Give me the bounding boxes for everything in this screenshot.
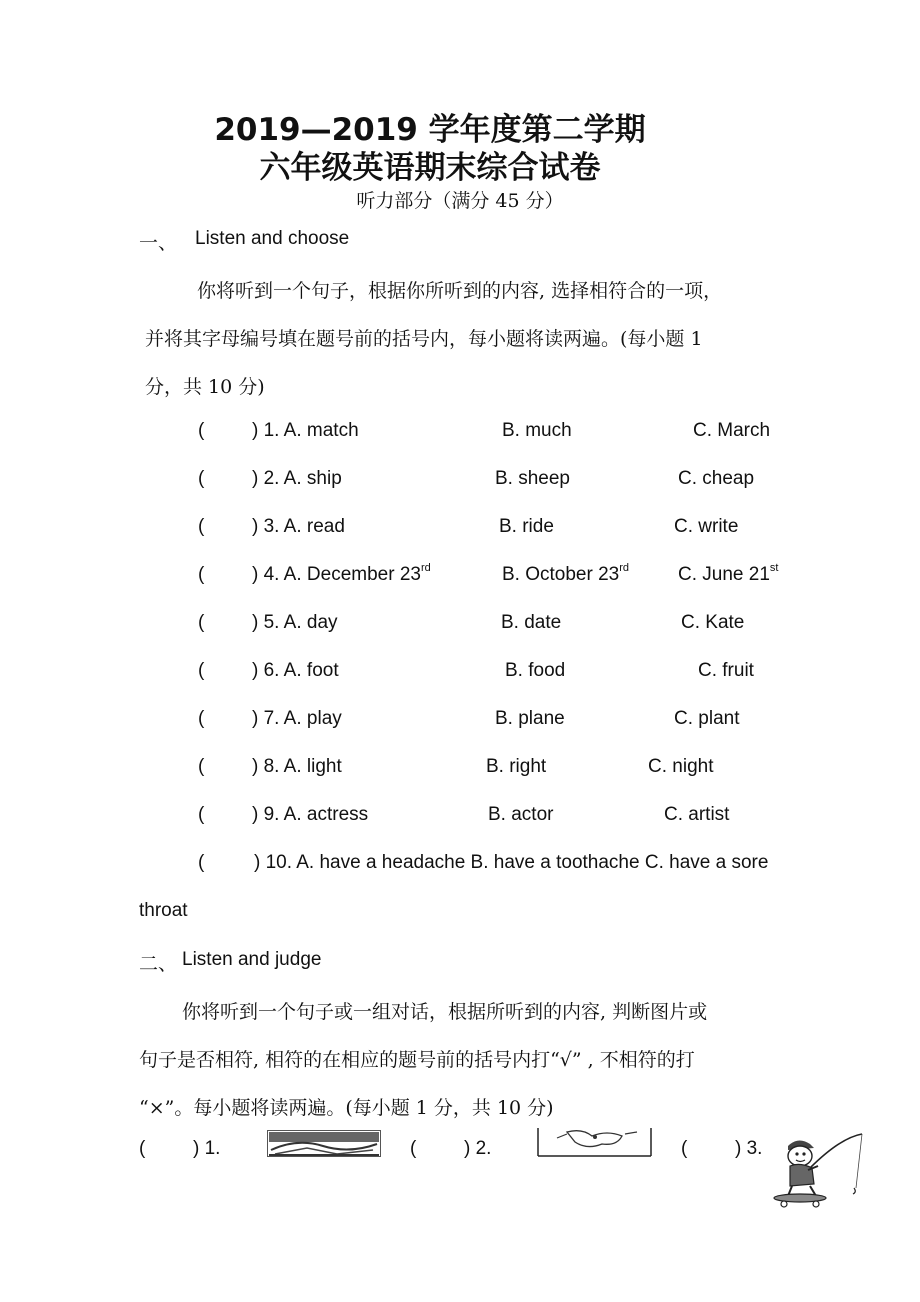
list-item: [0, 708, 920, 736]
answer-paren[interactable]: (: [198, 756, 205, 777]
answer-paren[interactable]: (: [198, 516, 205, 537]
answer-paren[interactable]: (: [198, 468, 205, 489]
answer-paren[interactable]: (: [198, 852, 205, 873]
option-a: ) 9. A. actress: [252, 804, 369, 825]
list-item: [0, 756, 920, 784]
option-a-text: ) 4. A. December 23: [252, 564, 421, 585]
answer-paren[interactable]: (: [139, 1138, 146, 1159]
option-b-text: B. October 23: [502, 564, 620, 585]
question-2-label: ) 2.: [464, 1138, 492, 1159]
option-a: ) 8. A. light: [252, 756, 342, 777]
option-b: [502, 564, 629, 586]
option-c: C. Kate: [681, 612, 745, 633]
option-a: ) 2. A. ship: [252, 468, 342, 489]
option-a: ) 1. A. match: [252, 420, 359, 441]
section1-instruction-2: 并将其字母编号填在题号前的括号内，每小题将读两遍。(每小题 1: [145, 328, 703, 350]
section1-heading: Listen and choose: [195, 228, 350, 249]
answer-paren[interactable]: (: [198, 708, 205, 729]
answer-paren[interactable]: (: [198, 564, 205, 585]
section1-instruction-1: 你将听到一个句子，根据你所听到的内容, 选择相符合的一项，: [197, 280, 723, 302]
item10-line-1: ) 10. A. have a headache B. have a toothache C. have a sore: [254, 852, 769, 873]
question-3-picture: [770, 1130, 868, 1210]
section2-instruction-1: 你将听到一个句子或一组对话，根据所听到的内容, 判断图片或: [182, 1001, 708, 1023]
section1-number: 一、: [139, 232, 178, 254]
option-b-sup: rd: [619, 562, 630, 574]
option-a-sup: rd: [420, 562, 431, 574]
question-1-picture: [267, 1130, 381, 1158]
option-c: C. cheap: [678, 468, 755, 489]
section2-number: 二、: [139, 953, 178, 975]
list-item: [0, 612, 920, 640]
section2-heading: Listen and judge: [182, 949, 322, 970]
answer-paren[interactable]: (: [198, 804, 205, 825]
title-line-2: 六年级英语期末综合试卷: [259, 150, 601, 186]
option-b: B. food: [505, 660, 566, 681]
option-c: [678, 564, 778, 586]
section2-instruction-2: 句子是否相符, 相符的在相应的题号前的括号内打“√” , 不相符的打: [139, 1049, 695, 1071]
option-c: C. night: [648, 756, 714, 777]
option-a: ) 5. A. day: [252, 612, 338, 633]
option-b: B. right: [486, 756, 547, 777]
option-c: C. write: [674, 516, 739, 537]
option-b: B. plane: [495, 708, 565, 729]
question-1-label: ) 1.: [193, 1138, 221, 1159]
question-3-label: ) 3.: [735, 1138, 763, 1159]
option-c: C. artist: [664, 804, 730, 825]
answer-paren[interactable]: (: [198, 660, 205, 681]
option-b: B. sheep: [495, 468, 570, 489]
option-c: C. March: [693, 420, 771, 441]
section2-instruction-3: “×”。每小题将读两遍。(每小题 1 分，共 10 分): [139, 1097, 554, 1119]
answer-paren[interactable]: (: [681, 1138, 688, 1159]
option-c-text: C. June 21: [678, 564, 770, 585]
option-b: B. actor: [488, 804, 554, 825]
list-item: [0, 660, 920, 688]
option-a: ) 6. A. foot: [252, 660, 339, 681]
option-b: B. date: [501, 612, 562, 633]
title-line-1: 2019—2019 学年度第二学期: [214, 112, 646, 148]
option-a: [252, 564, 431, 586]
list-item: [0, 468, 920, 496]
list-item: [0, 804, 920, 832]
option-c: C. fruit: [698, 660, 754, 681]
question-2-picture: [537, 1128, 653, 1158]
answer-paren[interactable]: (: [198, 420, 205, 441]
answer-paren[interactable]: (: [410, 1138, 417, 1159]
option-a: ) 3. A. read: [252, 516, 345, 537]
section1-instruction-3: 分，共 10 分): [145, 376, 265, 398]
option-a: ) 7. A. play: [252, 708, 342, 729]
answer-paren[interactable]: (: [198, 612, 205, 633]
option-b: B. ride: [499, 516, 554, 537]
subtitle: 听力部分（满分 45 分）: [356, 190, 564, 212]
option-c: C. plant: [674, 708, 740, 729]
list-item: [0, 420, 920, 448]
option-b: B. much: [502, 420, 572, 441]
list-item: [0, 564, 920, 592]
option-c-sup: st: [769, 562, 779, 574]
list-item: [0, 516, 920, 544]
item10-line-2: throat: [139, 900, 188, 921]
